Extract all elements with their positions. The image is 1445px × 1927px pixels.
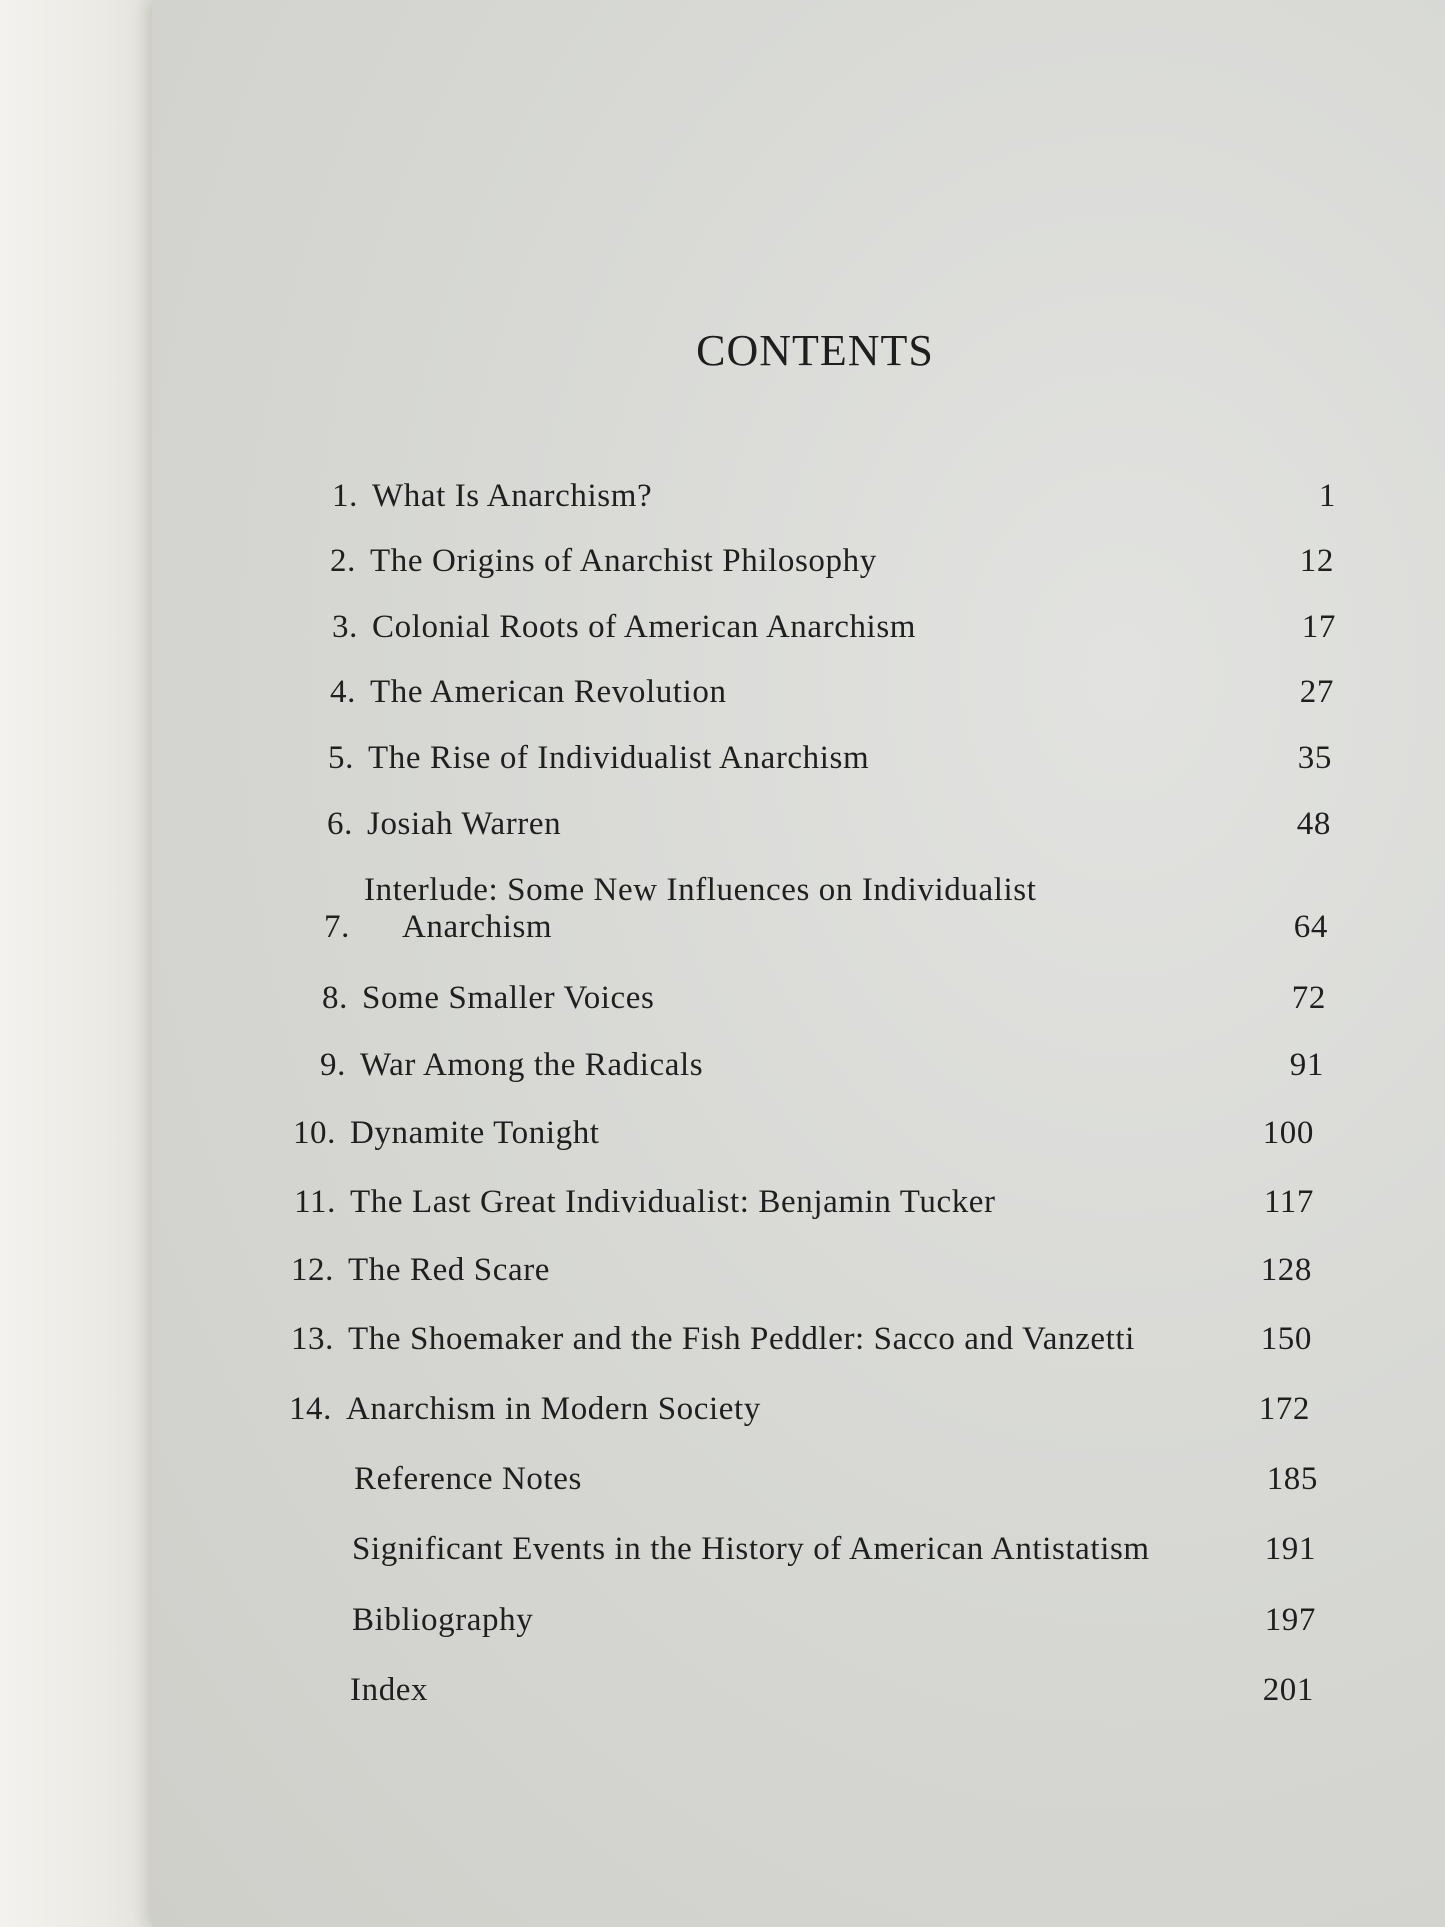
chapter-title [334, 1252, 1232, 1289]
toc-entry [274, 1672, 1314, 1709]
chapter-title-line: Anarchism in Modern Society [346, 1391, 761, 1427]
chapter-title-line: War Among the Radicals [360, 1047, 704, 1083]
page-number: 150 [1260, 1321, 1312, 1357]
chapter-title-line: Some Smaller Voices [362, 980, 655, 1016]
chapter-title [340, 1461, 1238, 1498]
chapter-title [354, 740, 1252, 777]
chapter-title [336, 1115, 1234, 1152]
chapter-title-line: Josiah Warren [367, 806, 562, 842]
toc-entry [291, 806, 1331, 843]
chapter-title-continuation: Anarchism [402, 909, 553, 945]
chapter-title [336, 1672, 1234, 1709]
page-number: 201 [1262, 1672, 1314, 1708]
toc-entry [276, 1531, 1316, 1568]
chapter-number: 4. [330, 674, 356, 710]
contents-heading: CONTENTS [696, 326, 934, 375]
page-number: 172 [1258, 1391, 1310, 1427]
toc-entry [286, 980, 1326, 1017]
chapter-title [334, 1321, 1232, 1358]
chapter-title-line: What Is Anarchism? [372, 478, 653, 514]
chapter-title [338, 1602, 1236, 1639]
toc-entry [294, 543, 1334, 580]
chapter-title-line: Significant Events in the History of American Antistatism [352, 1531, 1150, 1567]
page-number: 1 [1318, 478, 1336, 514]
page-number: 27 [1299, 674, 1334, 710]
chapter-title-line: Reference Notes [354, 1461, 582, 1497]
chapter-title [356, 543, 1254, 580]
chapter-number: 3. [332, 609, 358, 645]
toc-entry [296, 478, 1336, 515]
chapter-title [336, 1184, 1234, 1221]
toc-entry [288, 872, 1328, 946]
chapter-number: 1. [332, 478, 358, 514]
page-number: 100 [1262, 1115, 1314, 1151]
chapter-number: 6. [327, 806, 353, 842]
chapter-title [348, 980, 1246, 1017]
toc-entry [276, 1602, 1316, 1639]
chapter-title [338, 1531, 1236, 1568]
page-number: 191 [1264, 1531, 1316, 1567]
chapter-number: 2. [330, 543, 356, 579]
toc-entry [294, 674, 1334, 711]
desk-background [0, 0, 175, 1927]
page-number: 117 [1263, 1184, 1314, 1220]
page-number: 35 [1297, 740, 1332, 776]
chapter-title [358, 478, 1256, 515]
chapter-number: 13. [290, 1321, 334, 1357]
page-number: 48 [1296, 806, 1331, 842]
toc-entry [284, 1047, 1324, 1084]
chapter-title-line: The Last Great Individualist: Benjamin Tucker [350, 1184, 996, 1220]
toc-entry [272, 1252, 1312, 1289]
chapter-number: 12. [290, 1252, 334, 1288]
chapter-title-line: The Shoemaker and the Fish Peddler: Sacco and Vanzetti [348, 1321, 1135, 1357]
page-number: 128 [1260, 1252, 1312, 1288]
toc-entry [270, 1391, 1310, 1428]
chapter-title [356, 674, 1254, 711]
page-number: 72 [1291, 980, 1326, 1016]
chapter-number: 10. [292, 1115, 336, 1151]
chapter-title [346, 1047, 1244, 1084]
chapter-number: 11. [294, 1184, 336, 1220]
toc-entry [296, 609, 1336, 646]
page-number: 185 [1266, 1461, 1318, 1497]
chapter-title-line: The Origins of Anarchist Philosophy [370, 543, 877, 579]
chapter-title-line: The Rise of Individualist Anarchism [368, 740, 870, 776]
toc-entry [278, 1461, 1318, 1498]
chapter-title [332, 1391, 1230, 1428]
toc-entry [274, 1184, 1314, 1221]
chapter-title-line: The Red Scare [348, 1252, 551, 1288]
chapter-title-line: Dynamite Tonight [350, 1115, 600, 1151]
chapter-title-line: Colonial Roots of American Anarchism [372, 609, 917, 645]
chapter-number: 7. [324, 909, 350, 945]
toc-entry [292, 740, 1332, 777]
chapter-title-line: Interlude: Some New Influences on Individualist [364, 872, 1037, 908]
chapter-number: 14. [288, 1391, 332, 1427]
toc-entry [272, 1321, 1312, 1358]
chapter-title-line: Index [350, 1672, 429, 1708]
chapter-number: 5. [328, 740, 354, 776]
page-number: 12 [1299, 543, 1334, 579]
chapter-title [353, 806, 1251, 843]
chapter-number: 9. [320, 1047, 346, 1083]
toc-entry [274, 1115, 1314, 1152]
page-number: 17 [1301, 609, 1336, 645]
chapter-title-line: The American Revolution [370, 674, 727, 710]
chapter-title-line: Bibliography [352, 1602, 534, 1638]
chapter-number: 8. [322, 980, 348, 1016]
chapter-title [358, 609, 1256, 646]
page-number: 64 [1293, 909, 1328, 945]
page-number: 91 [1289, 1047, 1324, 1083]
chapter-title [350, 872, 1248, 946]
page-number: 197 [1264, 1602, 1316, 1638]
